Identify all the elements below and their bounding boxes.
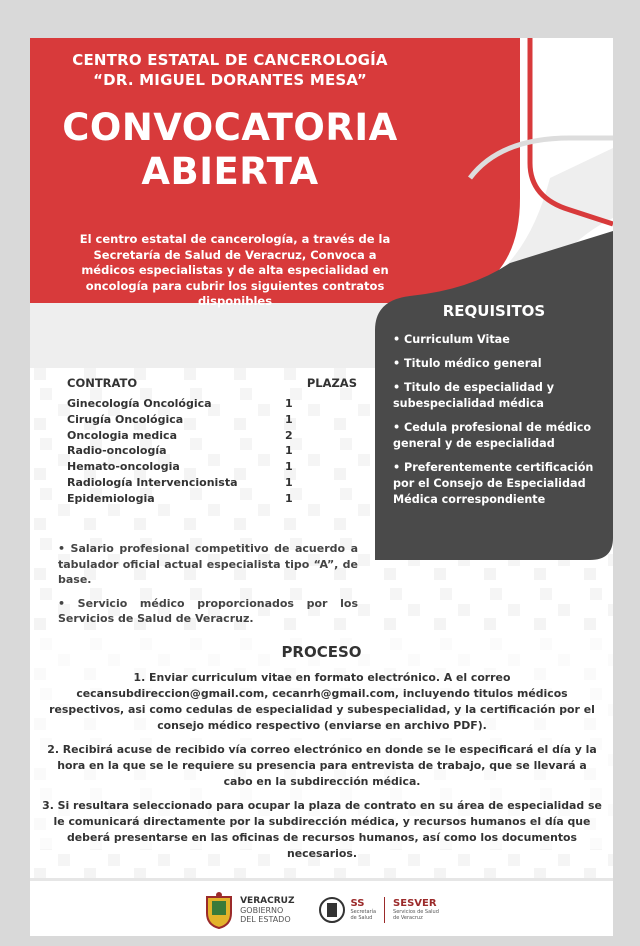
contract-name: Cirugía Oncológica [67, 412, 184, 426]
contracts-col-contrato: CONTRATO [67, 376, 138, 390]
table-row [67, 491, 357, 507]
table-row [67, 475, 357, 491]
table-row [67, 443, 357, 459]
contract-name: Ginecología Oncológica [67, 397, 212, 410]
sesver-label: SESVER [393, 898, 437, 909]
title-line-1: CONVOCATORIA [62, 106, 398, 149]
sesver-small-1: Servicios de Salud [393, 909, 439, 915]
requisito-item: • Titulo de especialidad y subespecialidad médica [393, 381, 555, 410]
table-row [67, 428, 357, 444]
proceso-step: 3. Si resultara seleccionado para ocupar la plaza de contrato en su área de especialidad se le comunicará directamente por la subdirección médica, y recursos humanos el día que deberá presentarse en las oficinas de recursos humanos, así como los documentos necesarios. [42, 799, 602, 860]
veracruz-label: VERACRUZ [240, 896, 295, 906]
ss-small-2: de Salud [350, 915, 373, 921]
header [30, 50, 430, 194]
gobierno-label: GOBIERNO [240, 906, 284, 915]
benefit-item: • Servicio médico proporcionados por los Servicios de Salud de Veracruz. [58, 596, 358, 625]
proceso-step: 2. Recibirá acuse de recibido vía correo electrónico en donde se le especificará el día y la hora en la que se le requiere su presencia para entrevista de trabajo, que se llevará a cabo en la subdirección médica. [47, 743, 597, 788]
benefit-item: • Salario profesional competitivo de acuerdo a tabulador oficial actual especialista tipo “A”, de base. [58, 542, 358, 586]
page-title [30, 106, 430, 194]
contract-name: Oncologia medica [67, 428, 177, 442]
del-estado-label: DEL ESTADO [240, 915, 291, 924]
table-row [67, 396, 357, 412]
footer-logos [30, 884, 613, 936]
requisito-item: • Preferentemente certificación por el Consejo de Especialidad Médica correspondiente [393, 461, 594, 506]
contract-plazas: 2 [285, 428, 293, 442]
proceso-title: PROCESO [281, 643, 362, 661]
requisito-item: • Curriculum Vitae [393, 333, 510, 346]
contract-name: Radiología Intervencionista [67, 475, 238, 489]
contract-name: Epidemiologia [67, 491, 155, 505]
ss-label: SS [350, 898, 365, 909]
contract-plazas: 1 [285, 412, 293, 426]
veracruz-logo [204, 891, 294, 929]
veracruz-shield-icon [204, 891, 234, 929]
proceso-step: 1. Enviar curriculum vitae en formato electrónico. A el correo cecansubdireccion@gmail.com, cecanrh@gmail.com, incluyendo titulos médicos respectivos, asi como cedulas de especialidad y subespecialidad, y la certificación por el consejo médico respectivo (enviarse en archivo PDF). [49, 671, 595, 732]
ss-logo [318, 895, 438, 925]
contract-plazas: 1 [285, 444, 293, 458]
contract-plazas: 1 [285, 491, 293, 505]
contracts-table [67, 376, 357, 507]
table-row [67, 412, 357, 428]
contract-plazas: 1 [285, 397, 293, 410]
ss-emblem-icon [318, 895, 346, 925]
requisitos-title: REQUISITOS [442, 302, 546, 320]
proceso-steps [42, 670, 602, 870]
logo-separator [384, 897, 385, 923]
requisito-item: • Titulo médico general [393, 357, 542, 370]
table-row [67, 459, 357, 475]
title-line-2: ABIERTA [141, 150, 319, 193]
benefits-list [58, 541, 358, 635]
sesver-small-2: de Veracruz [393, 915, 423, 921]
intro-text: El centro estatal de cancerología, a través de la Secretaría de Salud de Veracruz, Convoca a médicos especialistas y de alta especialidad en oncología para cubrir los siguientes contratos disponibles [79, 232, 391, 308]
contract-plazas: 1 [285, 460, 293, 474]
contract-plazas: 1 [285, 475, 293, 489]
poster [30, 38, 613, 936]
requisitos-list [393, 332, 613, 516]
institution-name: CENTRO ESTATAL DE CANCEROLOGÍA [72, 51, 388, 69]
contract-name: Hemato-oncologia [67, 460, 180, 474]
contracts-col-plazas: PLAZAS [306, 376, 357, 390]
institution-subtitle: “DR. MIGUEL DORANTES MESA” [93, 71, 367, 89]
requisito-item: • Cedula profesional de médico general y de especialidad [393, 421, 592, 450]
contracts-header [67, 376, 357, 390]
ss-small-1: Secretaría [350, 909, 377, 915]
contract-name: Radio-oncología [67, 444, 167, 458]
